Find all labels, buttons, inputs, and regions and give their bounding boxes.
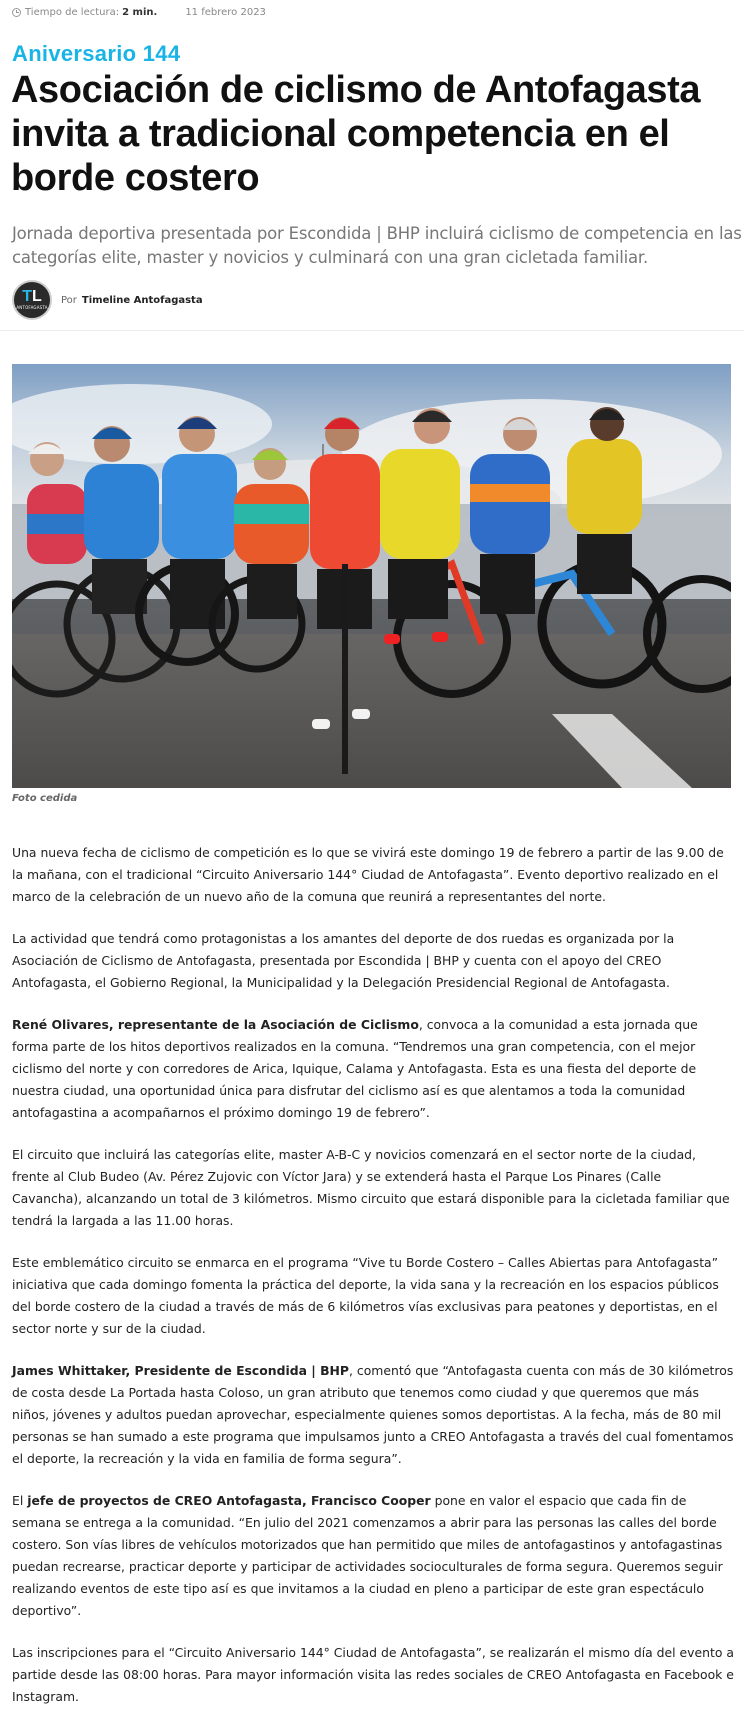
paragraph <box>12 1252 734 1340</box>
article-subtitle: Jornada deportiva presentada por Escondida | BHP incluirá ciclismo de competencia en las categorías elite, master y novicios y culminará con una gran cicletada familiar. <box>12 224 742 267</box>
article-title: Asociación de ciclismo de Antofagasta invita a tradicional competencia en el borde costero <box>11 69 701 199</box>
paragraph-bold: René Olivares, representante de la Asociación de Ciclismo <box>12 1017 419 1032</box>
logo-letter-t: T <box>22 288 32 305</box>
clock-icon <box>12 8 21 17</box>
paragraph-text: Este emblemático circuito se enmarca en el programa “Vive tu Borde Costero – Calles Abiertas para Antofagasta” iniciativa que cada domingo fomenta la práctica del deporte, la vida sana y la recreación en los espacios públicos del borde costero de la ciudad a través de más de 6 kilómetros vías exclusivas para peatones y deportistas, en el sector norte y sur de la ciudad. <box>12 1255 719 1336</box>
publish-date: 11 febrero 2023 <box>185 6 266 18</box>
logo-letter-l: L <box>32 288 42 305</box>
reading-time-label: Tiempo de lectura: <box>25 6 120 18</box>
paragraph <box>12 1360 734 1470</box>
paragraph-text: El circuito que incluirá las categorías elite, master A-B-C y novicios comenzará en el sector norte de la ciudad, frente al Club Budeo (Av. Pérez Zujovic con Víctor Jara) y se extenderá hasta el Parque Los Pinares (Calle Cavancha), alcanzando un total de 3 kilómetros. Mismo circuito que estará disponible para la cicletada familiar que tendrá la largada a las 11.00 horas. <box>12 1147 730 1228</box>
paragraph-text: Una nueva fecha de ciclismo de competición es lo que se vivirá este domingo 19 de febrero a partir de las 9.00 de la mañana, con el tradicional “Circuito Aniversario 144° Ciudad de Antofagasta”. Evento deportivo realizado en el marco de la celebración de un nuevo año de la comuna que reunirá a representantes del norte. <box>12 845 724 904</box>
paragraph <box>12 1014 734 1124</box>
author-byline <box>12 280 203 320</box>
paragraph-text: La actividad que tendrá como protagonistas a los amantes del deporte de dos ruedas es organizada por la Asociación de Ciclismo de Antofagasta, presentada por Escondida | BHP y cuenta con el apoyo del CREO Antofagasta, el Gobierno Regional, la Municipalidad y la Delegación Presidencial Regional de Antofagasta. <box>12 931 675 990</box>
paragraph <box>12 1144 734 1232</box>
paragraph <box>12 1642 734 1708</box>
paragraph-text: Las inscripciones para el “Circuito Aniversario 144° Ciudad de Antofagasta”, se realizarán el mismo día del evento a partide desde las 08:00 horas. Para mayor información visita las redes sociales de CREO Antofagasta en Facebook e Instagram. <box>12 1645 734 1704</box>
article-kicker: Aniversario 144 <box>12 41 181 66</box>
author-avatar[interactable] <box>12 280 52 320</box>
reading-time-value: 2 min. <box>122 6 158 18</box>
paragraph-text: , convoca a la comunidad a esta jornada que forma parte de los hitos deportivos realizados en la comuna. “Tendremos una gran competencia, con el mejor ciclismo del norte y con corredores de Arica, Iquique, Calama y Antofagasta. Esta es una fiesta del deporte de nuestra ciudad, una oportunidad única para disfrutar del ciclismo así es que alentamos a toda la comunidad antofagastina a acompañarnos el próximo domingo 19 de febrero”. <box>12 1017 698 1120</box>
paragraph-text: , comentó que “Antofagasta cuenta con más de 30 kilómetros de costa desde La Portada hasta Coloso, un gran atributo que tenemos como ciudad y que queremos que más niños, jóvenes y adultos puedan aprovechar, especialmente quienes somos deportistas. A la fecha, más de 80 mil personas se han sumado a este programa que impulsamos junto a CREO Antofagasta a través del cual fomentamos el deporte, la recreación y la vida en familia de forma segura”. <box>12 1363 734 1466</box>
article-meta <box>12 4 266 20</box>
paragraph-lead: El <box>12 1493 28 1508</box>
photo-caption: Foto cedida <box>12 793 78 804</box>
paragraph <box>12 928 734 994</box>
paragraph-bold: James Whittaker, Presidente de Escondida | BHP <box>12 1363 349 1378</box>
paragraph <box>12 1490 734 1622</box>
author-name-link[interactable]: Timeline Antofagasta <box>81 294 203 306</box>
logo-subtext: ANTOFAGASTA <box>16 305 48 310</box>
author-prefix: Por <box>61 294 77 306</box>
paragraph-text: pone en valor el espacio que cada fin de semana se entrega a la comunidad. “En julio del 2021 comenzamos a abrir para las personas las calles del borde costero. Son vías libres de vehículos motorizados que han permitido que miles de antofagastinos y antofagastinas puedan recrearse, practicar deporte y participar de actividades socioculturales de forma segura. Queremos seguir realizando eventos de este tipo así es que invitamos a la ciudad en pleno a participar de este gran espectáculo deportivo”. <box>12 1493 723 1618</box>
header-divider <box>0 330 744 331</box>
article-photo <box>12 364 731 788</box>
paragraph-bold: jefe de proyectos de CREO Antofagasta, Francisco Cooper <box>27 1493 431 1508</box>
paragraph <box>12 842 734 908</box>
article-body <box>12 842 734 1728</box>
timeline-logo <box>22 290 42 304</box>
cyclists-photo-illustration <box>12 364 731 788</box>
